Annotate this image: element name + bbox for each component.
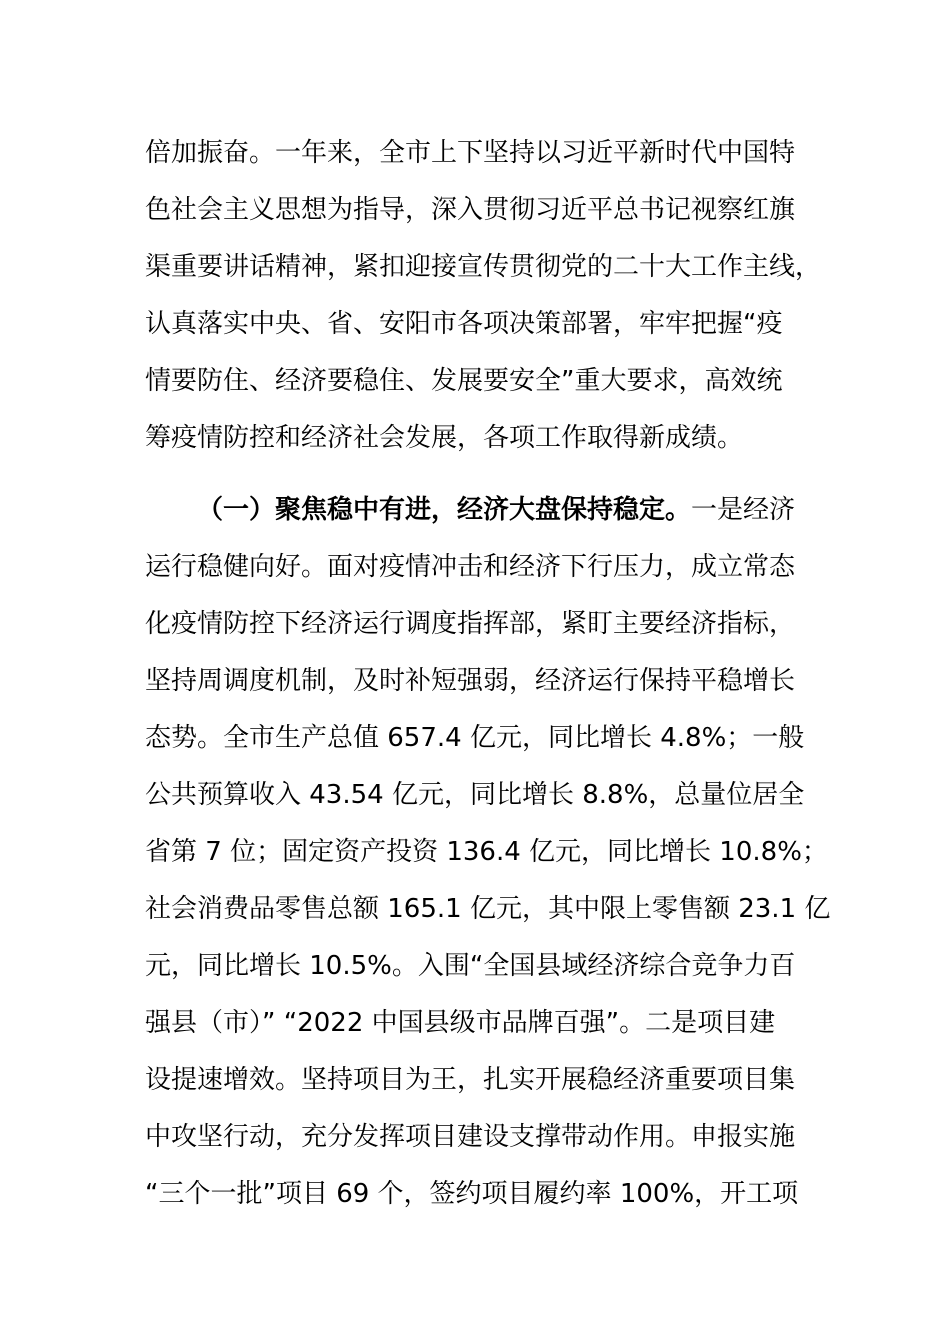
text-line: 公共预算收入 43.54 亿元，同比增长 8.8%，总量位居全 bbox=[145, 780, 805, 810]
text-line: 认真落实中央、省、安阳市各项决策部署，牢牢把握“疫 bbox=[145, 309, 783, 339]
text-line: 渠重要讲话精神，紧扣迎接宣传贯彻党的二十大工作主线， bbox=[145, 252, 822, 282]
text-line: 省第 7 位；固定资产投资 136.4 亿元，同比增长 10.8%； bbox=[145, 837, 828, 867]
paragraph-1 bbox=[145, 125, 825, 467]
section-lead-text: 一是经济 bbox=[691, 495, 796, 525]
text-line: 元，同比增长 10.5%。入围“全国县域经济综合竞争力百 bbox=[145, 951, 796, 981]
section-heading-line bbox=[145, 482, 825, 539]
text-line: 情要防住、经济要稳住、发展要安全”重大要求，高效统 bbox=[145, 366, 783, 396]
text-line: “三个一批”项目 69 个，签约项目履约率 100%，开工项 bbox=[145, 1179, 799, 1209]
text-line: 色社会主义思想为指导，深入贯彻习近平总书记视察红旗 bbox=[145, 195, 796, 225]
text-line: 化疫情防控下经济运行调度指挥部，紧盯主要经济指标， bbox=[145, 609, 796, 639]
text-line: 强县（市）” “2022 中国县级市品牌百强”。二是项目建 bbox=[145, 1008, 776, 1038]
text-line: 坚持周调度机制，及时补短强弱，经济运行保持平稳增长 bbox=[145, 666, 796, 696]
text-line: 态势。全市生产总值 657.4 亿元，同比增长 4.8%；一般 bbox=[145, 723, 805, 753]
text-line: 筹疫情防控和经济社会发展，各项工作取得新成绩。 bbox=[145, 423, 744, 453]
text-line: 中攻坚行动，充分发挥项目建设支撑带动作用。申报实施 bbox=[145, 1122, 796, 1152]
text-line: 倍加振奋。一年来，全市上下坚持以习近平新时代中国特 bbox=[145, 138, 796, 168]
text-line: 运行稳健向好。面对疫情冲击和经济下行压力，成立常态 bbox=[145, 552, 796, 582]
paragraph-2 bbox=[145, 482, 831, 1223]
section-heading: （一）聚焦稳中有进，经济大盘保持稳定。 bbox=[197, 495, 692, 525]
text-line: 设提速增效。坚持项目为王，扎实开展稳经济重要项目集 bbox=[145, 1065, 796, 1095]
text-line: 社会消费品零售总额 165.1 亿元，其中限上零售额 23.1 亿 bbox=[145, 894, 831, 924]
